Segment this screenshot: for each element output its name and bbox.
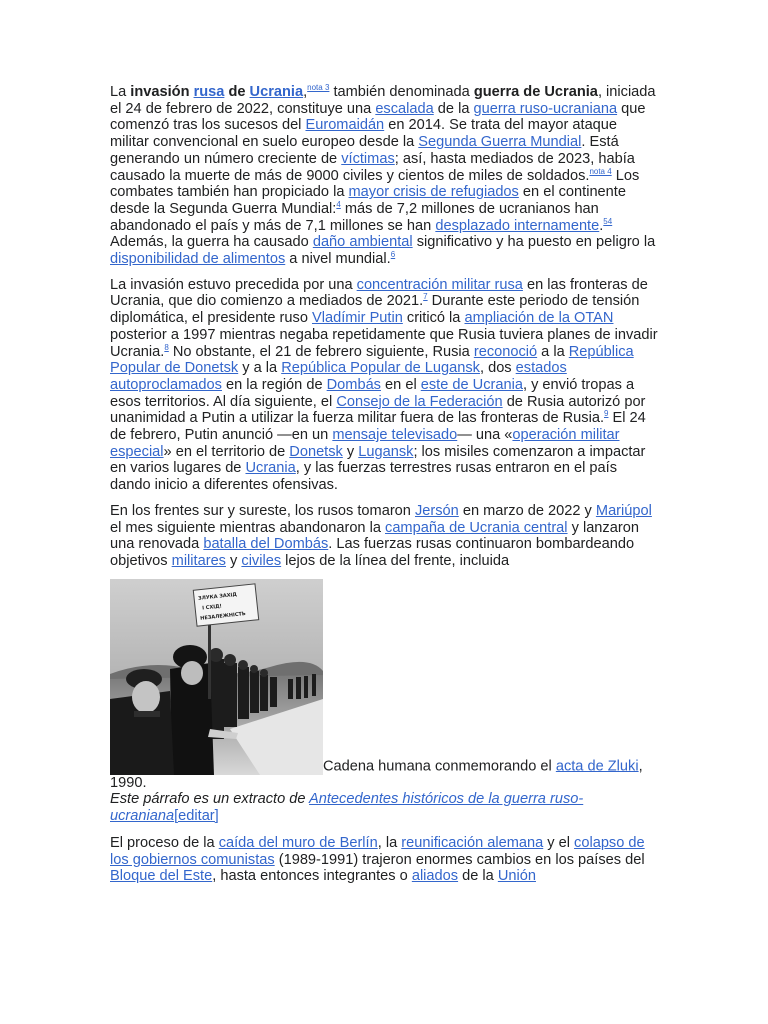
- link-desplazado[interactable]: desplazado internamente: [435, 217, 600, 234]
- link-donetsk[interactable]: Donetsk: [289, 443, 343, 460]
- link-colapso[interactable]: colapso de los gobiernos comunistas: [110, 834, 645, 868]
- sign-line-1: ЗЛУКА ЗАХІД: [197, 591, 238, 602]
- link-consejo[interactable]: Consejo de la Federación: [336, 393, 503, 410]
- citation-link[interactable]: 7: [423, 292, 428, 302]
- bold-term: guerra de Ucrania: [473, 84, 598, 100]
- citation-link[interactable]: 9: [604, 409, 609, 419]
- link-civiles[interactable]: civiles: [241, 552, 282, 569]
- link-bloque-este[interactable]: Bloque del Este: [110, 868, 213, 885]
- link-estados[interactable]: estados autoproclamados: [110, 360, 567, 393]
- link-reunificacion[interactable]: reunificación alemana: [401, 834, 544, 851]
- link-donetsk-republic[interactable]: República Popular de Donetsk: [110, 343, 634, 377]
- link-batalla-dombas[interactable]: batalla del Dombás: [203, 536, 329, 553]
- citation-link[interactable]: 4: [336, 199, 341, 209]
- link-este-ucrania[interactable]: este de Ucrania: [420, 376, 523, 393]
- link-rusa[interactable]: rusa: [193, 84, 225, 100]
- citation-link[interactable]: 54: [603, 216, 613, 226]
- link-otan[interactable]: ampliación de la OTAN: [464, 310, 614, 327]
- link-crisis-refugiados[interactable]: mayor crisis de refugiados: [348, 184, 519, 201]
- note-link[interactable]: nota 3: [307, 83, 330, 92]
- hatnote: Este párrafo es un extracto de Antecedentes históricos de la guerra ruso-ucraniana[editar]: [110, 791, 584, 825]
- edit-link[interactable]: [editar]: [174, 808, 219, 825]
- link-lugansk[interactable]: Lugansk: [358, 443, 414, 460]
- link-reconocio[interactable]: reconoció: [473, 343, 538, 360]
- link-alimentos[interactable]: disponibilidad de alimentos: [110, 251, 286, 268]
- citation-link[interactable]: 8: [164, 342, 169, 352]
- link-dano-ambiental[interactable]: daño ambiental: [312, 234, 413, 251]
- link-militares[interactable]: militares: [171, 552, 226, 569]
- link-euromaidan[interactable]: Euromaidán: [305, 117, 385, 134]
- link-campana[interactable]: campaña de Ucrania central: [385, 519, 568, 536]
- link-ucrania[interactable]: Ucrania: [249, 84, 304, 100]
- figure-human-chain: ЗЛУКА ЗАХІД І СХІД! НЕЗАЛЕЖНІСТЬ Cadena humana conmemorando el acta de Zluki, 1990.: [110, 579, 658, 792]
- bold-term: invasión: [130, 84, 190, 100]
- link-muro-berlin[interactable]: caída del muro de Berlín: [218, 834, 378, 851]
- link-concentracion[interactable]: concentración militar rusa: [356, 276, 523, 293]
- paragraph-intro: La invasión rusa de Ucrania,$^{nota 3}$ también denominada guerra de Ucrania, iniciada el 24 de febrero de 2022, constituye una escalada de la guerra ruso-ucraniana que comenzó tras los sucesos del Euromaidán en 2014. Se trata del mayor ataque militar convencional en suelo europeo desde la Segunda Guerra Mundial. Está generando un número creciente de víctimas; así, hasta mediados de 2023, había causado la muerte de más de 9000 civiles y cientos de miles de soldados.$^{nota 4}$ Los combates también han propiciado la mayor crisis de refugiados en el continente desde la Segunda Guerra Mundial:$^4$ más de 7,2 millones de ucranianos han abandonado el país y más de 7,1 millones se han desplazado internamente.$^{54}$ Además, la guerra ha causado daño ambiental significativo y ha puesto en peligro la disponibilidad de alimentos a nivel mundial.$^6$: [110, 83, 656, 268]
- paragraph-background: La invasión estuvo precedida por una concentración militar rusa en las fronteras de Ucrania, que dio comienzo a mediados de 2021.$^7$ Durante este periodo de tensión diplomática, el presidente ruso Vladímir Putin criticó la ampliación de la OTAN posterior a 1997 mientras negaba repetidamente que Rusia tuviera planes de invadir Ucrania.$^8$ No obstante, el 21 de febrero siguiente, Rusia reconoció a la República Popular de Donetsk y a la República Popular de Lugansk, dos estados autoproclamados en la región de Dombás en el este de Ucrania, y envió tropas a esos territorios. Al día siguiente, el Consejo de la Federación de Rusia autorizó por unanimidad a Putin a utilizar la fuerza militar fuera de las fronteras de Rusia.$^9$ El 24 de febrero, Putin anunció —en un mensaje televisado— una «operación militar especial» en el territorio de Donetsk y Lugansk; los misiles comenzaron a impactar en varios lugares de Ucrania, y las fuerzas terrestres rusas entraron en el país dando inicio a diferentes ofensivas.: [110, 276, 658, 494]
- link-operacion[interactable]: operación militar especial: [110, 427, 620, 460]
- link-victimas[interactable]: víctimas: [341, 150, 395, 167]
- link-mensaje[interactable]: mensaje televisado: [332, 427, 458, 444]
- link-escalada[interactable]: escalada: [375, 100, 434, 117]
- link-jerson[interactable]: Jersón: [414, 502, 459, 519]
- link-aliados[interactable]: aliados: [411, 868, 459, 885]
- article-body: [110, 84, 658, 894]
- link-acta-zluki[interactable]: acta de Zluki: [555, 757, 639, 774]
- link-lugansk-republic[interactable]: República Popular de Lugansk: [281, 360, 480, 377]
- sign-line-2: І СХІД!: [201, 603, 223, 612]
- sign-line-3: НЕЗАЛЕЖНІСТЬ: [199, 610, 247, 622]
- link-putin[interactable]: Vladímir Putin: [312, 310, 403, 327]
- figure-caption: Cadena humana conmemorando el: [323, 757, 556, 774]
- link-ucrania-2[interactable]: Ucrania: [245, 460, 296, 477]
- paragraph-fronts: En los frentes sur y sureste, los rusos tomaron Jersón en marzo de 2022 y Mariúpol el mes siguiente mientras abandonaron la campaña de Ucrania central y lanzaron una renovada batalla del Dombás. Las fuerzas rusas continuaron bombardeando objetivos militares y civiles lejos de la línea del frente, incluida: [110, 502, 652, 569]
- link-segunda-guerra-mundial[interactable]: Segunda Guerra Mundial: [418, 134, 582, 151]
- link-antecedentes[interactable]: Antecedentes históricos de la guerra ruso-ucraniana: [110, 791, 584, 825]
- link-union[interactable]: Unión: [497, 868, 536, 885]
- link-mariupol[interactable]: Mariúpol: [595, 502, 652, 519]
- citation-link[interactable]: 6: [390, 250, 396, 260]
- photo-human-chain: [110, 579, 323, 775]
- link-guerra-ruso-ucraniana[interactable]: guerra ruso-ucraniana: [473, 100, 618, 117]
- link-dombas[interactable]: Dombás: [326, 376, 381, 393]
- paragraph-process: El proceso de la caída del muro de Berlín, la reunificación alemana y el colapso de los gobiernos comunistas (1989-1991) trajeron enormes cambios en los países del Bloque del Este, hasta entonces integrantes o aliados de la Unión: [110, 834, 645, 885]
- note-link[interactable]: nota 4: [589, 166, 612, 176]
